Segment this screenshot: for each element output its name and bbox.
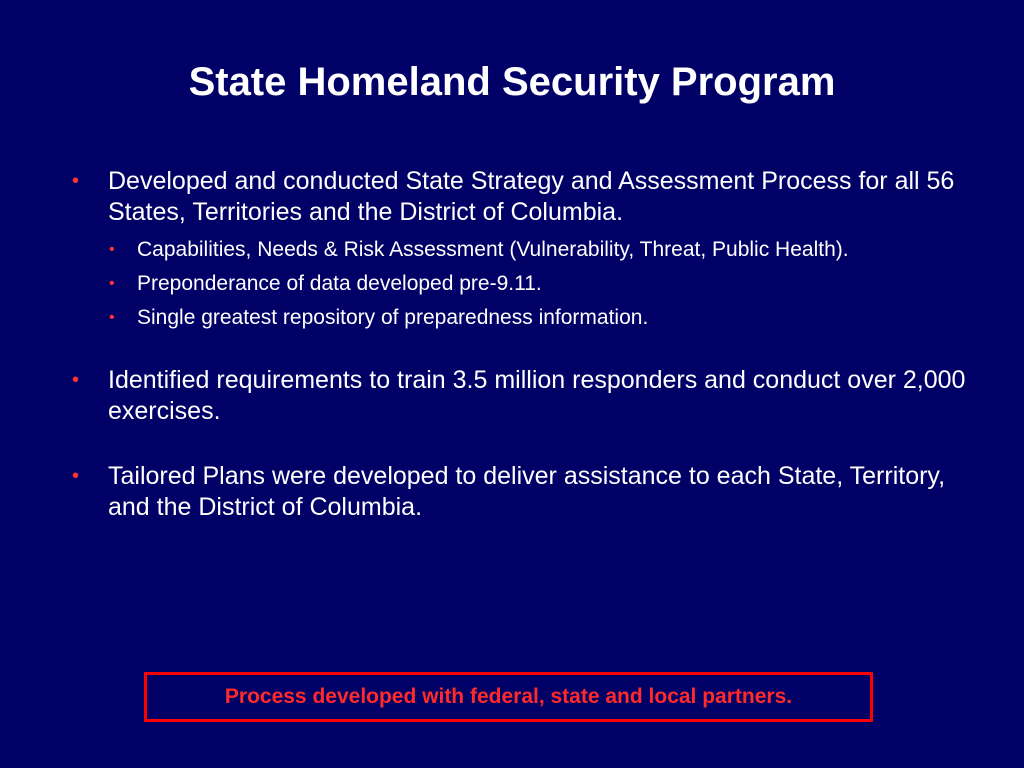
sub-bullet-list <box>108 236 972 331</box>
bullet-item-tailored-plans <box>72 461 972 523</box>
sub-bullet-item <box>92 236 972 263</box>
bullet-text: Tailored Plans were developed to deliver assistance to each State, Territory, and the District of Columbia. <box>108 462 946 521</box>
bullet-text: Identified requirements to train 3.5 million responders and conduct over 2,000 exercises. <box>108 366 966 425</box>
sub-bullet-text: Capabilities, Needs & Risk Assessment (Vulnerability, Threat, Public Health). <box>137 238 849 261</box>
bullet-item-training <box>72 365 972 427</box>
bullet-list <box>72 166 972 523</box>
sub-bullet-item <box>92 304 972 331</box>
sub-bullet-item <box>92 270 972 297</box>
bullet-marker: • <box>72 465 80 487</box>
bullet-item-strategy <box>72 166 972 331</box>
sub-bullet-marker: • <box>109 309 115 326</box>
slide-title: State Homeland Security Program <box>188 60 836 104</box>
sub-bullet-text: Single greatest repository of preparedness information. <box>137 306 649 329</box>
bullet-marker: • <box>72 170 80 192</box>
sub-bullet-marker: • <box>109 275 115 292</box>
bullet-marker: • <box>72 369 80 391</box>
sub-bullet-marker: • <box>109 241 115 258</box>
bullet-text: Developed and conducted State Strategy and Assessment Process for all 56 States, Territories and the District of Columbia. <box>108 167 955 226</box>
sub-bullet-text: Preponderance of data developed pre-9.11. <box>137 272 542 295</box>
slide-body <box>72 166 972 523</box>
callout-box: Process developed with federal, state and local partners. <box>144 672 873 722</box>
